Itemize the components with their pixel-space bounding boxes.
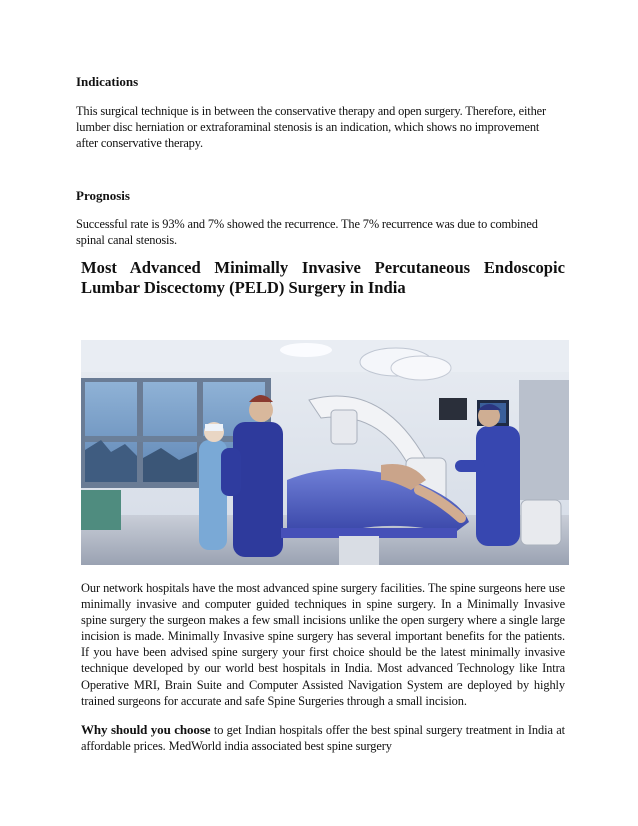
operating-room-photo: [81, 340, 569, 565]
prognosis-heading: Prognosis: [76, 188, 130, 203]
indications-heading: Indications: [76, 74, 139, 89]
why-choose-text: to get Indian hospitals offer the best spinal surgery treatment in India at affordable prices. MedWorld india associated best spine surgery: [81, 723, 565, 754]
network-hospitals-paragraph: Our network hospitals have the most advanced spine surgery facilities. The spine surgeons here use minimally invasive and computer guided techniques in spine surgery. In a Minimally Invasive spine surgery the surgeon makes a few small incisions unlike the open surgery where a single large incision is made. Minimally Invasive spine surgery has several important benefits for the patients. If you have been advised spine surgery your first choice should be the latest minimally invasive technique developed by our world best hospitals in India. Most advanced Technology like Intra Operative MRI, Brain Suite and Computer Assisted Navigation System are deployed by highly trained surgeons for accurate and safe Spine Surgeries through a small incision.: [81, 581, 565, 708]
indications-paragraph: This surgical technique is in between the conservative therapy and open surgery. Therefore, either lumber disc herniation or extraforaminal stenosis is an indication, which shows no improvement after conservative therapy.: [76, 104, 546, 150]
section-title: Most Advanced Minimally Invasive Percutaneous Endoscopic Lumbar Discectomy (PELD) Surgery in India: [81, 258, 565, 297]
prognosis-paragraph: Successful rate is 93% and 7% showed the recurrence. The 7% recurrence was due to combined spinal canal stenosis.: [76, 217, 538, 247]
why-choose-lead: Why should you choose: [81, 722, 211, 737]
why-choose-paragraph: [81, 722, 565, 754]
